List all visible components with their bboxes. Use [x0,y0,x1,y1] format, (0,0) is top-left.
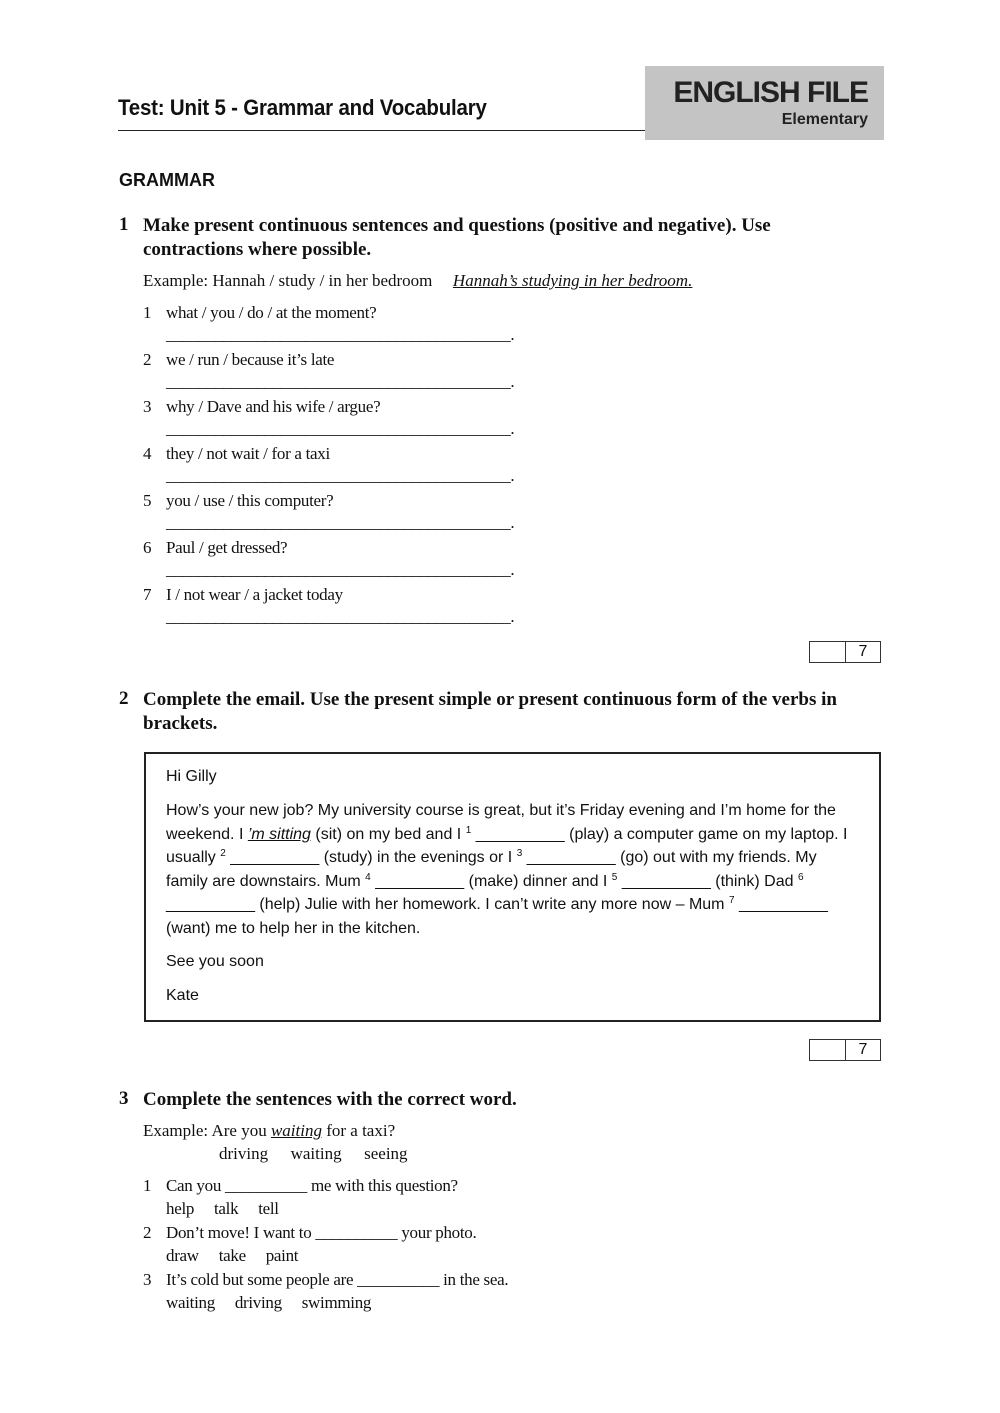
q1-answer-line[interactable]: __________________________________________. [166,466,515,485]
email-text: How’s your new job? My university course is great, but it’s Friday evening and I’m home for the weekend. I [166,802,836,843]
option: driving [219,1144,269,1163]
q3-item-text: Don’t move! I want to [166,1223,316,1242]
q1-answer-line[interactable]: __________________________________________. [166,419,515,438]
email-gap-5[interactable]: __________ [621,872,711,890]
q1-item-number: 2 [143,350,152,369]
q3-number: 3 [119,1088,129,1109]
email-greeting: Hi Gilly [166,768,217,785]
q3-item-text: It’s cold but some people are [166,1270,358,1289]
email-text: (play) a computer game on my laptop. I usually [166,825,848,866]
gap-number: 7 [728,895,735,906]
gap-number: 2 [220,848,226,859]
email-text: (go) out with my friends. My family are downstairs. Mum [166,849,817,890]
gap-number: 6 [797,871,804,883]
q3-item-text: Can you [166,1176,225,1195]
q3-gap[interactable]: __________ [315,1223,398,1242]
page-title: Test: Unit 5 - Grammar and Vocabulary [118,95,487,120]
email-gap-2[interactable]: __________ [230,849,320,866]
q1-item-number: 5 [143,491,152,510]
email-text: (want) me to help her in the kitchen. [166,919,421,937]
q3-gap[interactable]: __________ [357,1270,440,1289]
gap-number: 5 [611,871,618,883]
q1-example-answer: Hannah’s studying in her bedroom. [452,271,693,290]
q1-instruction-line1: Make present continuous sentences and questions (positive and negative). Use [143,215,771,236]
q3-item-number: 2 [143,1223,152,1242]
email-text: (think) Dad [710,872,798,890]
q1-score-input[interactable] [810,642,846,662]
gap-number: 4 [365,871,371,883]
section-heading: GRAMMAR [119,170,215,190]
q1-answer-line[interactable]: __________________________________________. [166,372,515,391]
option: draw [166,1246,199,1265]
q3-item-text: in the sea. [439,1270,509,1289]
q1-item-number: 4 [143,444,152,463]
email-text: (study) in the evenings or I [319,849,517,866]
email-gap-6[interactable]: __________ [166,896,255,913]
q1-number: 1 [119,214,129,235]
q2-instruction [143,688,893,736]
q2-instruction-line1: Complete the email. Use the present simple or present continuous form of the verbs in [143,689,837,710]
email-text: (make) dinner and I [464,872,612,890]
q1-item-prompt: they / not wait / for a taxi [166,444,330,463]
q3-example-answer: waiting [270,1121,322,1140]
q3-example-options [219,1144,408,1164]
q2-instruction-line2: brackets. [143,713,218,734]
q2-score-box [809,1039,881,1061]
q3-example-text: Example: Are you [143,1121,271,1140]
q3-example-text: for a taxi? [321,1121,396,1140]
q2-score-input[interactable] [810,1040,846,1060]
q3-item-options [166,1199,279,1219]
q1-item-prompt: Paul / get dressed? [166,538,288,557]
q1-item-prompt: you / use / this computer? [166,491,334,510]
option: swimming [301,1293,372,1312]
q1-item-prompt: why / Dave and his wife / argue? [166,397,381,416]
brand-name: ENGLISH FILE [673,76,868,109]
email-name: Kate [166,987,199,1004]
header-rule [118,130,646,131]
q3-item-sentence [166,1270,508,1290]
q1-score-total: 7 [858,643,868,660]
q1-item-number: 3 [143,397,152,416]
option: tell [258,1199,279,1218]
q3-item-options [166,1246,298,1266]
email-gap-3[interactable]: __________ [526,849,616,866]
q3-item-number: 3 [143,1270,152,1289]
email-gap-7[interactable]: __________ [738,896,828,913]
email-text: (sit) on my bed and I [310,825,466,843]
email-example-answer: ’m sitting [247,825,311,843]
email-text: (help) Julie with her homework. I can’t write any more now – Mum [254,896,729,913]
q1-example-label: Example: Hannah / study / in her bedroom [143,271,433,290]
option: help [166,1199,195,1218]
q3-item-sentence [166,1176,458,1196]
option: waiting [166,1293,215,1312]
option: take [218,1246,246,1265]
email-body [166,799,861,940]
q3-item-text: your photo. [397,1223,477,1242]
email-signoff: See you soon [166,953,264,970]
q1-item-number: 6 [143,538,152,557]
q1-item-prompt: I / not wear / a jacket today [166,585,343,604]
q1-item-number: 7 [143,585,152,604]
q3-item-number: 1 [143,1176,152,1195]
q1-answer-line[interactable]: __________________________________________. [166,325,515,344]
email-gap-4[interactable]: __________ [375,872,465,890]
gap-number: 3 [516,848,523,859]
option: waiting [290,1144,342,1163]
q1-item-prompt: what / you / do / at the moment? [166,303,377,322]
q3-item-text: me with this question? [307,1176,458,1195]
q2-score-total: 7 [858,1041,868,1058]
q1-instruction-line2: contractions where possible. [143,239,372,260]
option: driving [234,1293,282,1312]
q1-instruction [143,214,863,262]
q3-item-options [166,1293,371,1313]
brand-level: Elementary [781,111,868,128]
q1-item-prompt: we / run / because it’s late [166,350,335,369]
q1-answer-line[interactable]: __________________________________________. [166,513,515,532]
q2-number: 2 [119,688,129,709]
email-gap-1[interactable]: __________ [475,825,565,843]
q1-answer-line[interactable]: __________________________________________. [166,607,515,626]
q1-example [143,271,692,291]
brand-logo [645,66,884,140]
q3-gap[interactable]: __________ [224,1176,307,1195]
q1-answer-line[interactable]: __________________________________________. [166,560,515,579]
q3-item-sentence [166,1223,476,1243]
gap-number: 1 [465,824,472,836]
option: seeing [364,1144,408,1163]
q3-example [143,1121,395,1141]
q1-score-box [809,641,881,663]
option: paint [265,1246,299,1265]
option: talk [213,1199,239,1218]
q1-item-number: 1 [143,303,152,322]
q3-instruction: Complete the sentences with the correct word. [143,1089,517,1110]
